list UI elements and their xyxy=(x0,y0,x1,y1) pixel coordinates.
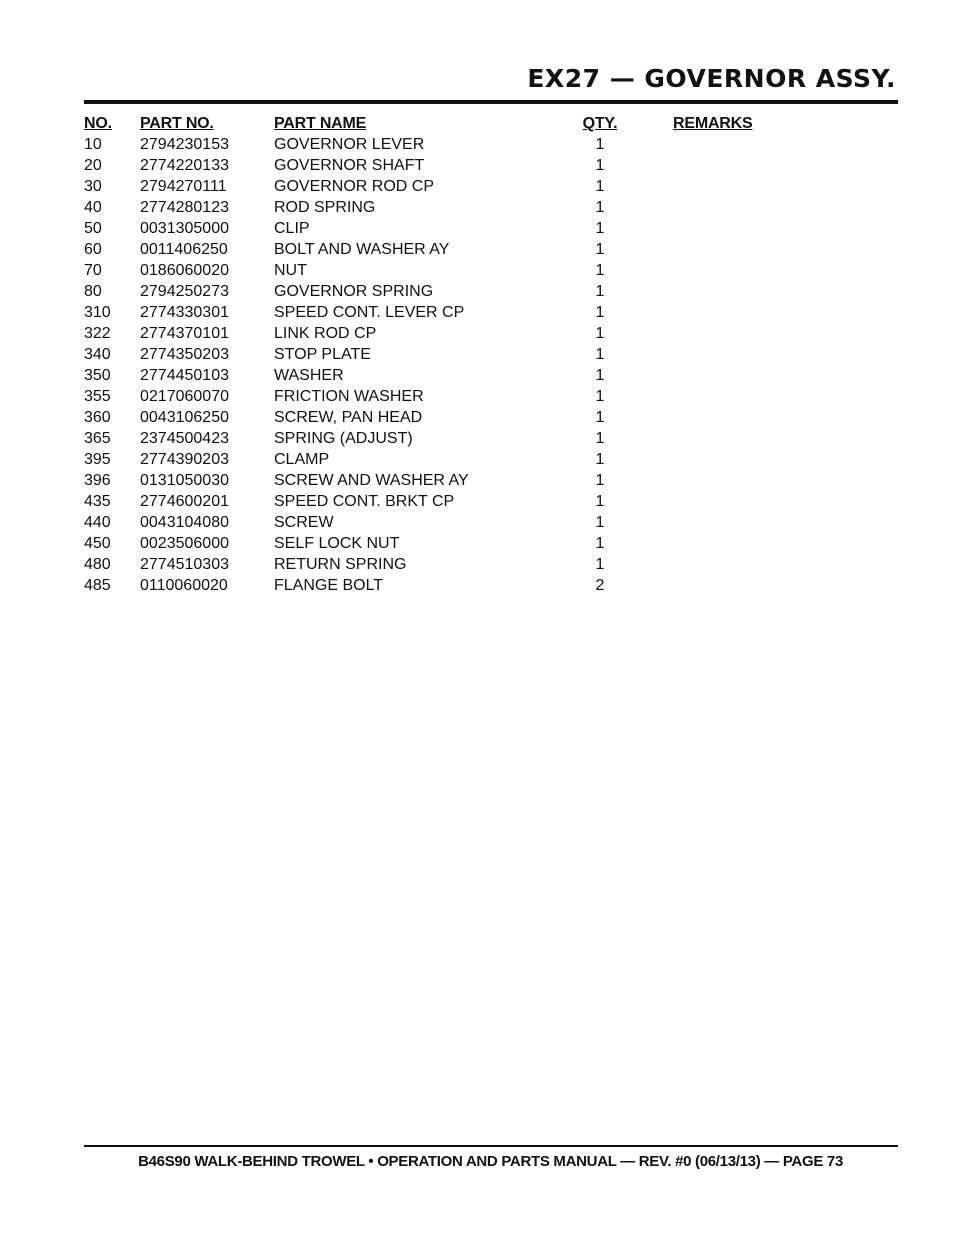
table-row xyxy=(84,512,898,533)
table-row xyxy=(84,407,898,428)
table-row xyxy=(84,176,898,197)
cell-part-name: SPEED CONT. BRKT CP xyxy=(274,493,455,510)
cell-no: 485 xyxy=(84,577,111,594)
cell-part-no: 0011406250 xyxy=(140,241,228,258)
cell-qty: 1 xyxy=(595,199,605,216)
column-header-no: NO. xyxy=(84,115,112,132)
cell-part-no: 2774370101 xyxy=(140,325,229,342)
cell-part-no: 0217060070 xyxy=(140,388,229,405)
cell-part-name: RETURN SPRING xyxy=(274,556,407,573)
cell-qty: 1 xyxy=(595,283,605,300)
cell-part-name: STOP PLATE xyxy=(274,346,371,363)
cell-no: 70 xyxy=(84,262,102,279)
cell-no: 355 xyxy=(84,388,111,405)
cell-no: 322 xyxy=(84,325,111,342)
table-row xyxy=(84,218,898,239)
cell-qty: 1 xyxy=(595,157,605,174)
page-footer: B46S90 WALK-BEHIND TROWEL • OPERATION AND PARTS MANUAL — REV. #0 (06/13/13) — PAGE 73 xyxy=(138,1153,843,1170)
column-header-qty: QTY. xyxy=(582,115,618,132)
cell-qty: 1 xyxy=(595,220,605,237)
cell-part-no: 0131050030 xyxy=(140,472,229,489)
table-row xyxy=(84,260,898,281)
cell-part-no: 2774510303 xyxy=(140,556,229,573)
cell-part-name: BOLT AND WASHER AY xyxy=(274,241,450,258)
cell-part-no: 2794270111 xyxy=(140,178,227,195)
table-row xyxy=(84,470,898,491)
cell-part-no: 0110060020 xyxy=(140,577,228,594)
cell-part-no: 2774280123 xyxy=(140,199,229,216)
cell-no: 340 xyxy=(84,346,111,363)
cell-no: 435 xyxy=(84,493,111,510)
footer-divider xyxy=(84,1145,898,1147)
table-row xyxy=(84,533,898,554)
cell-qty: 1 xyxy=(595,514,605,531)
cell-qty: 1 xyxy=(595,178,605,195)
cell-no: 40 xyxy=(84,199,102,216)
cell-part-name: SPRING (ADJUST) xyxy=(274,430,413,447)
cell-part-no: 2774450103 xyxy=(140,367,229,384)
table-row xyxy=(84,365,898,386)
cell-part-name: NUT xyxy=(274,262,307,279)
cell-part-no: 2774600201 xyxy=(140,493,229,510)
cell-part-no: 2374500423 xyxy=(140,430,229,447)
cell-part-name: SCREW AND WASHER AY xyxy=(274,472,469,489)
cell-no: 450 xyxy=(84,535,111,552)
cell-part-no: 0186060020 xyxy=(140,262,229,279)
cell-part-no: 2774390203 xyxy=(140,451,229,468)
table-row xyxy=(84,449,898,470)
cell-no: 60 xyxy=(84,241,102,258)
cell-qty: 1 xyxy=(595,556,605,573)
page-title: EX27 — GOVERNOR ASSY. xyxy=(527,64,896,93)
table-row xyxy=(84,239,898,260)
cell-qty: 1 xyxy=(595,367,605,384)
cell-part-name: ROD SPRING xyxy=(274,199,376,216)
cell-part-name: WASHER xyxy=(274,367,344,384)
table-row xyxy=(84,575,898,596)
cell-part-no: 2774330301 xyxy=(140,304,229,321)
cell-part-name: SCREW xyxy=(274,514,334,531)
table-row xyxy=(84,344,898,365)
cell-qty: 1 xyxy=(595,346,605,363)
cell-qty: 1 xyxy=(595,493,605,510)
table-row xyxy=(84,302,898,323)
cell-no: 440 xyxy=(84,514,111,531)
cell-part-no: 0043106250 xyxy=(140,409,229,426)
cell-no: 10 xyxy=(84,136,102,153)
cell-qty: 1 xyxy=(595,535,605,552)
column-header-part-no: PART NO. xyxy=(140,115,214,132)
cell-part-name: SCREW, PAN HEAD xyxy=(274,409,423,426)
cell-part-name: FRICTION WASHER xyxy=(274,388,424,405)
cell-no: 310 xyxy=(84,304,111,321)
cell-no: 360 xyxy=(84,409,111,426)
cell-qty: 1 xyxy=(595,472,605,489)
cell-qty: 1 xyxy=(595,388,605,405)
column-header-remarks: REMARKS xyxy=(673,115,753,132)
cell-part-name: GOVERNOR ROD CP xyxy=(274,178,435,195)
cell-qty: 1 xyxy=(595,451,605,468)
cell-qty: 2 xyxy=(595,577,605,594)
cell-qty: 1 xyxy=(595,262,605,279)
cell-no: 480 xyxy=(84,556,111,573)
cell-part-name: FLANGE BOLT xyxy=(274,577,384,594)
table-body xyxy=(84,134,898,596)
cell-part-no: 0031305000 xyxy=(140,220,229,237)
cell-part-name: CLAMP xyxy=(274,451,330,468)
parts-table xyxy=(84,113,898,596)
cell-no: 50 xyxy=(84,220,102,237)
column-header-part-name: PART NAME xyxy=(274,115,367,132)
cell-part-no: 0023506000 xyxy=(140,535,229,552)
cell-no: 30 xyxy=(84,178,102,195)
title-divider xyxy=(84,100,898,104)
cell-qty: 1 xyxy=(595,409,605,426)
cell-no: 365 xyxy=(84,430,111,447)
cell-qty: 1 xyxy=(595,241,605,258)
cell-qty: 1 xyxy=(595,136,605,153)
cell-part-name: SPEED CONT. LEVER CP xyxy=(274,304,465,321)
cell-part-no: 2794250273 xyxy=(140,283,229,300)
table-header-row xyxy=(84,113,898,134)
cell-part-name: CLIP xyxy=(274,220,310,237)
cell-no: 350 xyxy=(84,367,111,384)
cell-part-name: GOVERNOR LEVER xyxy=(274,136,425,153)
cell-no: 396 xyxy=(84,472,111,489)
cell-part-no: 0043104080 xyxy=(140,514,229,531)
cell-part-no: 2794230153 xyxy=(140,136,229,153)
table-row xyxy=(84,386,898,407)
cell-qty: 1 xyxy=(595,325,605,342)
table-row xyxy=(84,491,898,512)
cell-part-name: GOVERNOR SPRING xyxy=(274,283,434,300)
cell-part-name: LINK ROD CP xyxy=(274,325,377,342)
table-row xyxy=(84,281,898,302)
cell-part-name: GOVERNOR SHAFT xyxy=(274,157,425,174)
table-row xyxy=(84,323,898,344)
cell-no: 80 xyxy=(84,283,102,300)
cell-part-name: SELF LOCK NUT xyxy=(274,535,400,552)
cell-part-no: 2774220133 xyxy=(140,157,229,174)
table-row xyxy=(84,134,898,155)
table-row xyxy=(84,155,898,176)
cell-qty: 1 xyxy=(595,304,605,321)
cell-no: 395 xyxy=(84,451,111,468)
table-row xyxy=(84,554,898,575)
cell-qty: 1 xyxy=(595,430,605,447)
table-row xyxy=(84,197,898,218)
cell-no: 20 xyxy=(84,157,102,174)
cell-part-no: 2774350203 xyxy=(140,346,229,363)
table-row xyxy=(84,428,898,449)
